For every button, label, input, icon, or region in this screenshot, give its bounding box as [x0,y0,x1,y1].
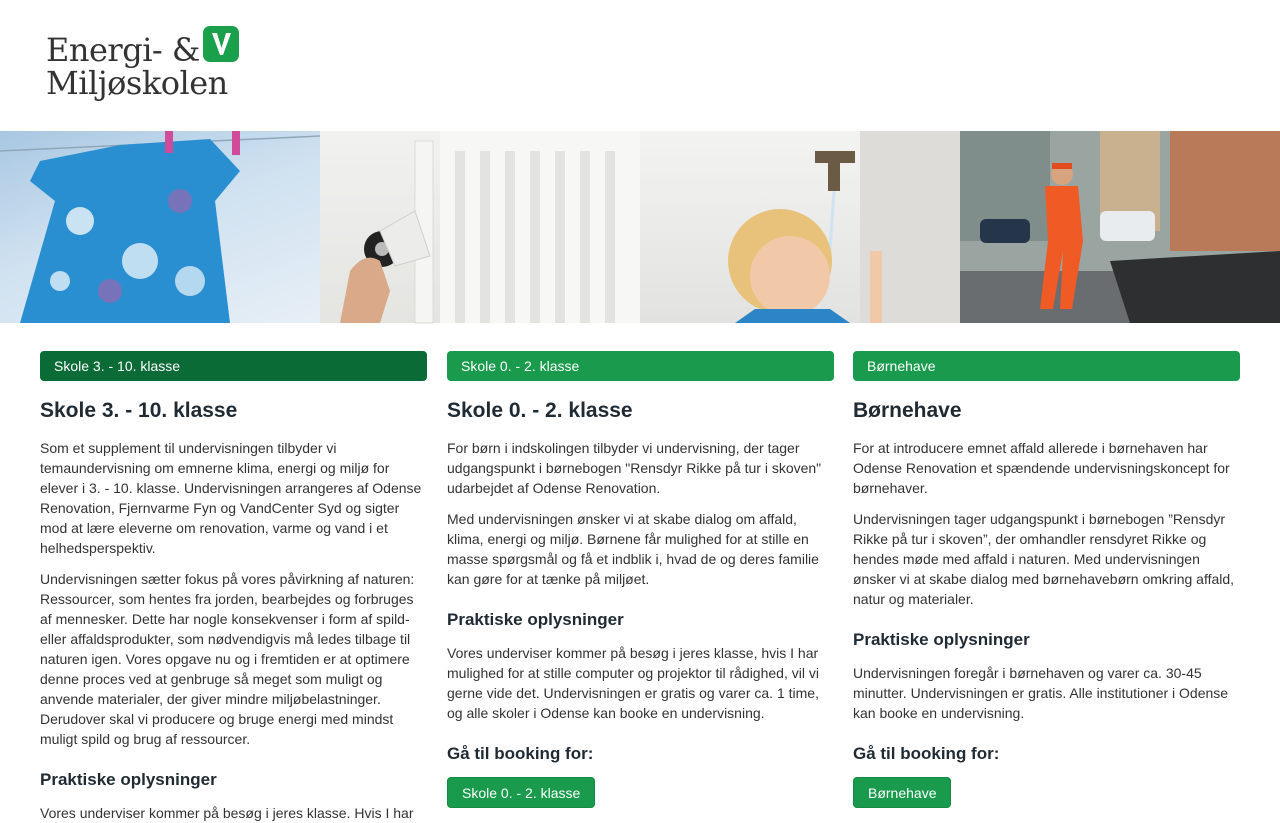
intro-paragraph: For børn i indskolingen tilbyder vi undervisning, der tager udgangspunkt i børnebogen "Rensdyr Rikke på tur i skoven" udarbejdet af Odense Renovation. [447,440,822,496]
hero-banner [0,131,1280,323]
body-paragraph: Undervisningen sætter fokus på vores påvirkning af naturen: Ressourcer, som hentes fra jorden, bearbejdes og forbruges af mennesker. Dette har nogle konsekvenser i form af spild- eller affaldsprodukter, som nødvendigvis må ledes tilbage til naturen igen. Vores opgave nu og i fremtiden er at optimere denne proces ved at genbruge så meget som muligt og anvende materialer, der giver mindre miljøbelastninger. Derudover skal vi producere og bruge energi med mindst muligt spild og brug af ressourcer. [40,571,415,747]
body-paragraph: Undervisningen tager udgangspunkt i børnebogen ”Rensdyr Rikke på tur i skoven”, der omhandler rensdyret Rikke og hendes møde med affald i naturen. Med undervisningen ønsker vi at skabe dialog med børnehavebørn omkring affald, natur og materialer. [853,511,1235,607]
site-header [0,0,1280,131]
info-heading: Praktiske oplysninger [40,770,217,789]
banner-image-clothesline [0,131,320,323]
section-title: Børnehave [853,399,962,422]
booking-heading: Gå til booking for: [853,744,1000,763]
column-skole-0-2 [447,351,834,808]
column-boernehave [853,351,1240,808]
booking-heading: Gå til booking for: [447,744,594,763]
logo-line-2: Miljøskolen [46,64,228,102]
site-logo[interactable] [46,24,246,104]
intro-paragraph: Som et supplement til undervisningen tilbyder vi temaundervisning om emnerne klima, energi og miljø for elever i 3. - 10. klasse. Undervisningen arrangeres af Odense Renovation, Fjernvarme Fyn og VandCenter Syd og sigter mod at lære eleverne om renovation, varme og vand i et helhedsperspektiv. [40,440,422,556]
section-title: Skole 0. - 2. klasse [447,399,633,422]
body-paragraph: Med undervisningen ønsker vi at skabe dialog om affald, klima, energi og miljø. Børnene får mulighed for at stille en masse spørgsmål og få et indblik i, hvad de og deres familie kan gøre for at tænke på miljøet. [447,511,819,587]
tab-boernehave[interactable]: Børnehave [853,351,1240,381]
info-heading: Praktiske oplysninger [447,610,624,629]
tab-skole-3-10[interactable]: Skole 3. - 10. klasse [40,351,427,381]
logo-line-1: Energi- & [46,31,200,69]
info-paragraph: Vores underviser kommer på besøg i jeres klasse, hvis I har mulighed for at stille computer og projektor til rådighed, vil vi gerne vide det. Undervisningen er gratis og varer ca. 1 time, og alle skoler i Odense kan booke en undervisning. [447,645,819,721]
info-paragraph: Vores underviser kommer på besøg i jeres klasse. Hvis I har [40,805,414,821]
banner-image-child-tap [640,131,960,323]
info-paragraph: Undervisningen foregår i børnehaven og varer ca. 30-45 minutter. Undervisningen er gratis. Alle institutioner i Odense kan booke en undervisning. [853,665,1229,721]
green-checkmark-icon [203,26,239,62]
booking-button-skole-0-2[interactable]: Skole 0. - 2. klasse [447,777,595,808]
banner-image-radiator [320,131,640,323]
booking-button-boernehave[interactable]: Børnehave [853,777,951,808]
intro-paragraph: For at introducere emnet affald allerede i børnehaven har Odense Renovation et spændende undervisningskoncept for børnehaver. [853,440,1230,496]
banner-image-waste-collector [960,131,1280,323]
tab-skole-0-2[interactable]: Skole 0. - 2. klasse [447,351,834,381]
section-title: Skole 3. - 10. klasse [40,399,238,422]
logo-wordmark [46,31,228,102]
info-heading: Praktiske oplysninger [853,630,1030,649]
column-skole-3-10 [40,351,427,823]
